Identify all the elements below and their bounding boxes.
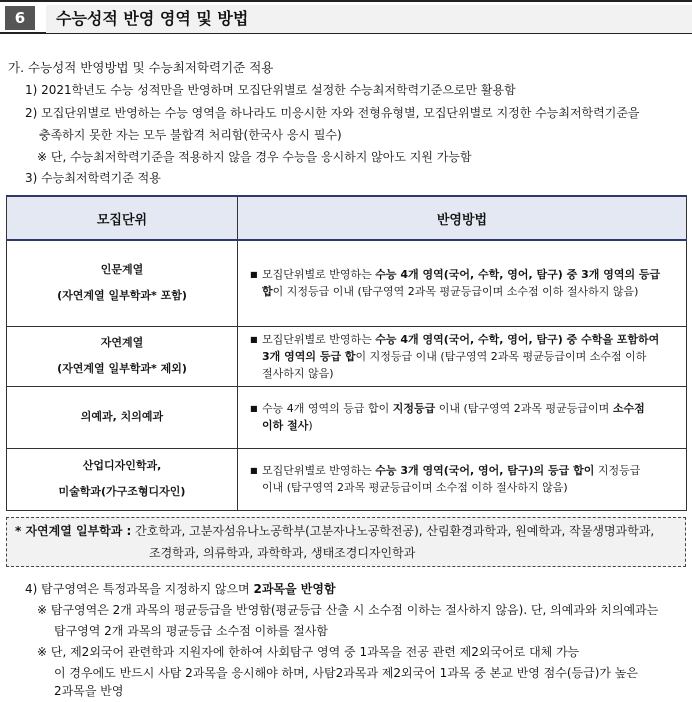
unit-cell: 산업디자인학과, 미술학과(가구조형디자인) bbox=[7, 448, 238, 510]
item-2-note: ※ 단, 수능최저학력기준을 적용하지 않을 경우 수능을 응시하지 않아도 지원 가능함 bbox=[37, 150, 472, 164]
bullet-icon: ■ bbox=[250, 270, 258, 280]
item-3: 3) 수능최저학력기준 적용 bbox=[25, 171, 161, 185]
item-2: 2) 모집단위별로 반영하는 수능 영역을 하나라도 미응시한 자와 전형유형별, 모집단위별로 지정한 수능최저학력기준을 bbox=[25, 106, 640, 120]
note-line-1: 간호학과, 고분자섬유나노공학부(고분자나노공학전공), 산림환경과학과, 원예학과, 작물생명과학과, bbox=[131, 524, 655, 538]
method-cell: ■ 모집단위별로 반영하는 수능 3개 영역(국어, 영어, 탐구)의 등급 합이 지정등급 이내 (탐구영역 2과목 평균등급이며 소수점 이하 절사하지 않음) bbox=[238, 448, 687, 510]
subsection-title: 가. 수능성적 반영방법 및 수능최저학력기준 적용 bbox=[8, 60, 274, 75]
note-box bbox=[6, 517, 686, 567]
unit-cell: 인문계열 (자연계열 일부학과* 포함) bbox=[7, 240, 238, 326]
bullet-icon: ■ bbox=[250, 404, 258, 413]
col-header-method: 반영방법 bbox=[238, 196, 687, 240]
item-1: 1) 2021학년도 수능 성적만을 반영하며 모집단위별로 설정한 수능최저학력기준으로만 활용함 bbox=[25, 83, 516, 97]
section-number: 6 bbox=[5, 6, 35, 30]
bullet-icon: ■ bbox=[250, 334, 258, 344]
note-line-2: 조경학과, 의류학과, 과학학과, 생태조경디자인학과 bbox=[149, 546, 416, 560]
section-title: 수능성적 반영 영역 및 방법 bbox=[46, 5, 692, 33]
unit-cell: 자연계열 (자연계열 일부학과* 제외) bbox=[7, 326, 238, 386]
note-after-2: 탐구영역 2개 과목의 평균등급 소수점 이하를 절사함 bbox=[54, 624, 328, 638]
table-row bbox=[7, 448, 687, 510]
table-row bbox=[7, 386, 687, 448]
note-after-1: ※ 탐구영역은 2개 과목의 평균등급을 반영함(평균등급 산출 시 소수점 이하는 절사하지 않음). 단, 의예과와 치의예과는 bbox=[37, 603, 659, 617]
item-4: 4) 탐구영역은 특정과목을 지정하지 않으며 2과목을 반영함 bbox=[25, 582, 336, 596]
table-row bbox=[7, 240, 687, 326]
col-header-unit: 모집단위 bbox=[7, 196, 238, 240]
section-header bbox=[0, 0, 692, 34]
method-cell: ■ 모집단위별로 반영하는 수능 4개 영역(국어, 수학, 영어, 탐구) 중 수학을 포함하여 3개 영역의 등급 합이 지정등급 이내 (탐구영역 2과목 평균등급이며 소수점 이하 절사하지 않음) bbox=[238, 326, 687, 386]
item-2-cont: 충족하지 못한 자는 모두 불합격 처리함(한국사 응시 필수) bbox=[39, 128, 342, 142]
unit-cell: 의예과, 치의예과 bbox=[7, 386, 238, 448]
method-cell: ■ 모집단위별로 반영하는 수능 4개 영역(국어, 수학, 영어, 탐구) 중 3개 영역의 등급 합이 지정등급 이내 (탐구영역 2과목 평균등급이며 소수점 이하 절사하지 않음) bbox=[238, 240, 687, 326]
note-after-3: ※ 단, 제2외국어 관련학과 지원자에 한하여 사회탐구 영역 중 1과목을 전공 관련 제2외국어로 대체 가능 bbox=[37, 645, 580, 659]
note-label: * 자연계열 일부학과 : bbox=[15, 524, 132, 538]
note-after-4: 이 경우에도 반드시 사탐 2과목을 응시해야 하며, 사탐2과목과 제2외국어 1과목 중 본교 반영 점수(등급)가 높은 bbox=[54, 666, 638, 680]
note-after-5: 2과목을 반영 bbox=[54, 684, 124, 698]
criteria-table bbox=[6, 195, 687, 511]
table-row bbox=[7, 326, 687, 386]
bullet-icon: ■ bbox=[250, 466, 258, 475]
method-cell: ■ 수능 4개 영역의 등급 합이 지정등급 이내 (탐구영역 2과목 평균등급이며 소수점 이하 절사) bbox=[238, 386, 687, 448]
